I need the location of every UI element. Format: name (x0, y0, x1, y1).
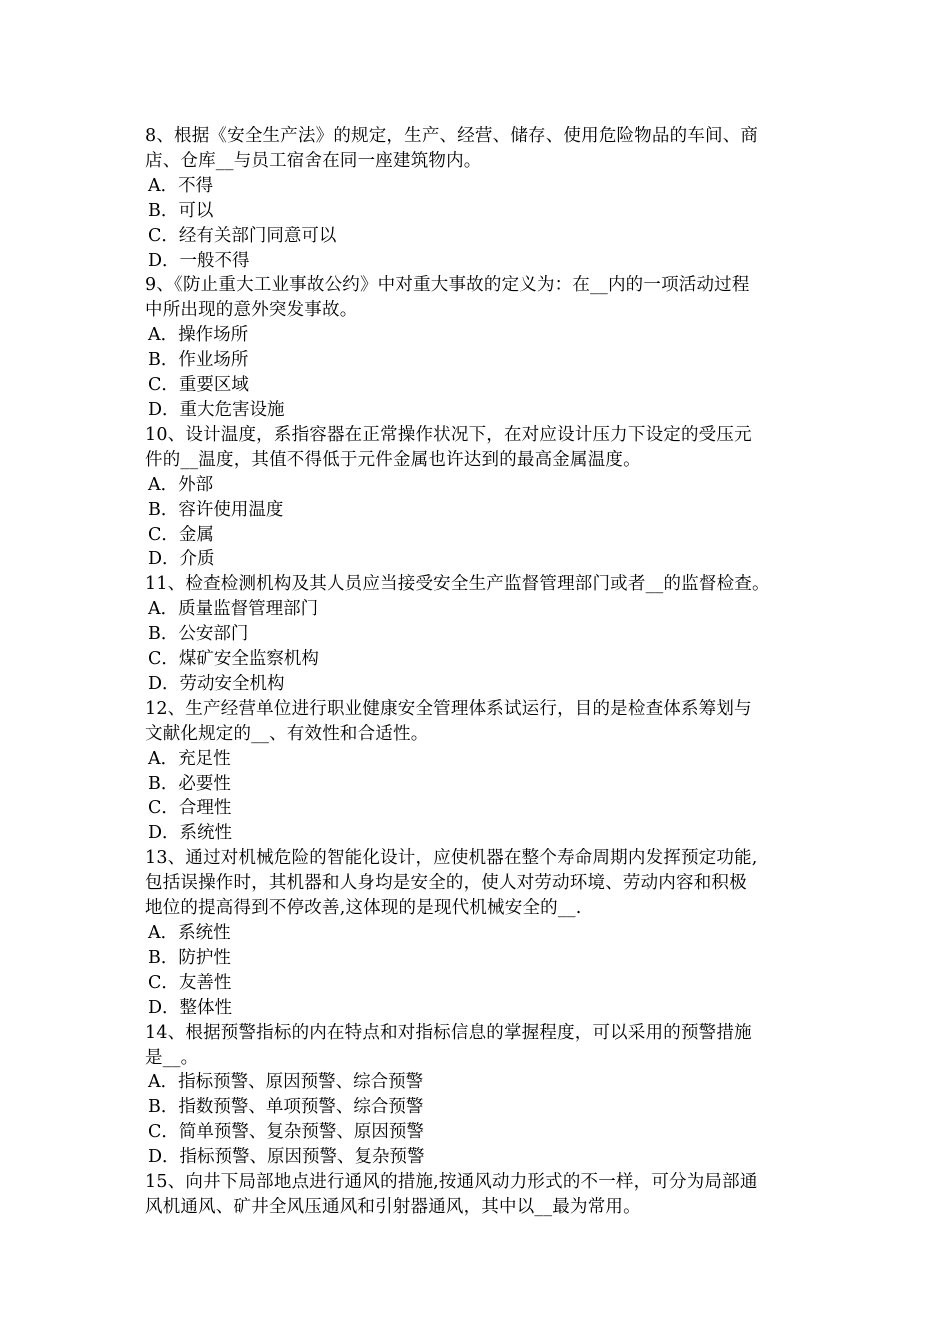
answer-option: C．合理性 (148, 798, 232, 819)
question-stem-line: 件的__温度，其值不得低于元件金属也许达到的最高金属温度。 (145, 449, 641, 470)
answer-option: A．充足性 (148, 748, 231, 769)
answer-option: D．介质 (148, 549, 215, 570)
answer-option: C．经有关部门同意可以 (148, 225, 337, 246)
question-stem-line: 文献化规定的__、有效性和合适性。 (145, 723, 429, 744)
document-page (145, 124, 810, 1220)
answer-option: C．金属 (148, 524, 214, 545)
answer-option: D．重大危害设施 (148, 399, 285, 420)
question-stem-line: 15、向井下局部地点进行通风的措施,按通风动力形式的不一样，可分为局部通 (145, 1172, 758, 1193)
answer-option: D．一般不得 (148, 250, 250, 271)
answer-option: B．公安部门 (148, 624, 249, 645)
answer-option: A．外部 (148, 474, 214, 495)
answer-option: A．系统性 (148, 923, 231, 943)
question-stem-line: 风机通风、矿井全风压通风和引射器通风，其中以__最为常用。 (145, 1196, 641, 1217)
question-block (145, 846, 810, 1020)
question-block (145, 1021, 810, 1170)
question-stem-line: 是__。 (145, 1047, 199, 1068)
answer-option: A．指标预警、原因预警、综合预警 (148, 1072, 424, 1093)
answer-option: A．质量监督管理部门 (148, 599, 319, 620)
question-block (145, 697, 810, 846)
question-stem-line: 9、《防止重大工业事故公约》中对重大事故的定义为：在__内的一项活动过程 (145, 275, 750, 296)
question-stem-line: 14、根据预警指标的内在特点和对指标信息的掌握程度，可以采用的预警措施 (145, 1022, 752, 1043)
answer-option: D．整体性 (148, 997, 233, 1018)
question-stem-line: 包括误操作时，其机器和人身均是安全的，使人对劳动环境、劳动内容和积极 (145, 873, 747, 894)
question-block (145, 273, 810, 422)
answer-option: D．指标预警、原因预警、复杂预警 (148, 1147, 425, 1168)
answer-option: B．防护性 (148, 947, 231, 968)
question-stem-line: 地位的提高得到不停改善,这体现的是现代机械安全的__. (145, 898, 582, 919)
answer-option: B．容许使用温度 (148, 499, 284, 520)
answer-option: A．操作场所 (148, 325, 249, 346)
answer-option: A．不得 (148, 175, 214, 196)
question-block (145, 423, 810, 572)
question-block (145, 572, 810, 697)
question-stem-line: 12、生产经营单位进行职业健康安全管理体系试运行，目的是检查体系筹划与 (145, 698, 752, 719)
question-stem-line: 中所出现的意外突发事故。 (145, 300, 358, 321)
question-stem-line: 10、设计温度，系指容器在正常操作状况下，在对应设计压力下设定的受压元 (145, 424, 752, 445)
answer-option: D．系统性 (148, 823, 233, 844)
answer-option: C．简单预警、复杂预警、原因预警 (148, 1122, 424, 1143)
question-stem-line: 店、仓库__与员工宿舍在同一座建筑物内。 (145, 150, 482, 171)
answer-option: B．可以 (148, 200, 214, 221)
answer-option: C．煤矿安全监察机构 (148, 649, 319, 670)
question-block (145, 1170, 810, 1220)
answer-option: C．重要区域 (148, 375, 249, 396)
answer-option: C．友善性 (148, 972, 232, 993)
question-stem-line: 11、检查检测机构及其人员应当接受安全生产监督管理部门或者__的监督检查。 (145, 574, 770, 595)
answer-option: B．指数预警、单项预警、综合预警 (148, 1097, 424, 1118)
question-block (145, 124, 810, 273)
question-stem-line: 13、通过对机械危险的智能化设计，应使机器在整个寿命周期内发挥预定功能, (145, 848, 758, 869)
question-stem-line: 8、根据《安全生产法》的规定，生产、经营、储存、使用危险物品的车间、商 (145, 126, 759, 146)
answer-option: B．必要性 (148, 773, 231, 794)
answer-option: B．作业场所 (148, 350, 249, 371)
answer-option: D．劳动安全机构 (148, 673, 285, 694)
